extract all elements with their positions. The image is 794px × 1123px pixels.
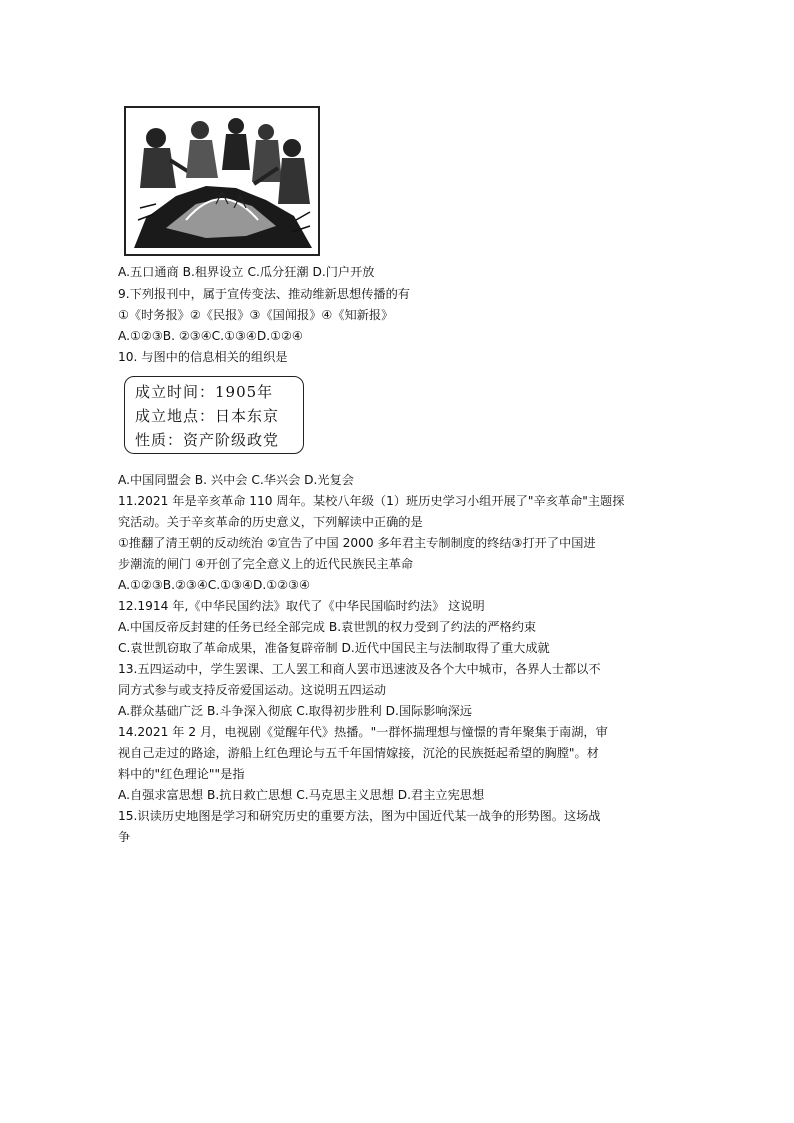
partition-cartoon-drawing: [126, 108, 318, 254]
q10-info-box: [124, 376, 304, 454]
cartoon-image: [124, 106, 320, 256]
q11-stem: 11.2021 年是辛亥革命 110 周年。某校八年级（1）班历史学习小组开展了"辛亥革命"主题探: [118, 494, 625, 508]
q10-stem: 10. 与图中的信息相关的组织是: [118, 350, 288, 364]
q9-options: A.①②③B. ②③④C.①③④D.①②④: [118, 329, 303, 343]
info-box-line: 性质：资产阶级政党: [135, 431, 280, 449]
q8-options: A.五口通商 B.租界设立 C.瓜分狂潮 D.门户开放: [118, 265, 375, 279]
q13-options: A.群众基础广泛 B.斗争深入彻底 C.取得初步胜利 D.国际影响深远: [118, 704, 472, 718]
q12-options: C.袁世凯窃取了革命成果，准备复辟帝制 D.近代中国民主与法制取得了重大成就: [118, 641, 550, 655]
q9-items: ①《时务报》②《民报》③《国闻报》④《知新报》: [118, 308, 394, 322]
q14-stem: 14.2021 年 2 月，电视剧《觉醒年代》热播。"一群怀揣理想与憧憬的青年聚集于南湖，审: [118, 725, 608, 739]
q9-stem: 9.下列报刊中，属于宣传变法、推动维新思想传播的有: [118, 287, 410, 301]
q11-items: 步潮流的闸门 ④开创了完全意义上的近代民族民主革命: [118, 557, 414, 571]
q14-stem: 视自己走过的路途，游船上红色理论与五千年国情嫁接，沉沦的民族挺起希望的胸膛"。材: [118, 746, 599, 760]
info-box-line: 成立时间：1905年: [135, 383, 274, 401]
q14-options: A.自强求富思想 B.抗日救亡思想 C.马克思主义思想 D.君主立宪思想: [118, 788, 485, 802]
q10-options: A.中国同盟会 B. 兴中会 C.华兴会 D.光复会: [118, 473, 354, 487]
q11-stem: 究活动。关于辛亥革命的历史意义，下列解读中正确的是: [118, 515, 423, 529]
q15-stem: 争: [118, 830, 131, 844]
q12-options: A.中国反帝反封建的任务已经全部完成 B.袁世凯的权力受到了约法的严格约束: [118, 620, 537, 634]
q12-stem: 12.1914 年,《中华民国约法》取代了《中华民国临时约法》 这说明: [118, 599, 485, 613]
info-box-line: 成立地点：日本东京: [135, 407, 280, 425]
q15-stem: 15.识读历史地图是学习和研究历史的重要方法，图为中国近代某一战争的形势图。这场战: [118, 809, 601, 823]
q14-stem: 料中的"红色理论""是指: [118, 767, 245, 781]
q13-stem: 13.五四运动中，学生罢课、工人罢工和商人罢市迅速波及各个大中城市，各界人士都以不: [118, 662, 601, 676]
q13-stem: 同方式参与或支持反帝爱国运动。这说明五四运动: [118, 683, 387, 697]
q11-items: ①推翻了清王朝的反动统治 ②宣告了中国 2000 多年君主专制制度的终结③打开了中国进: [118, 536, 596, 550]
q11-options: A.①②③B.②③④C.①③④D.①②③④: [118, 578, 310, 592]
